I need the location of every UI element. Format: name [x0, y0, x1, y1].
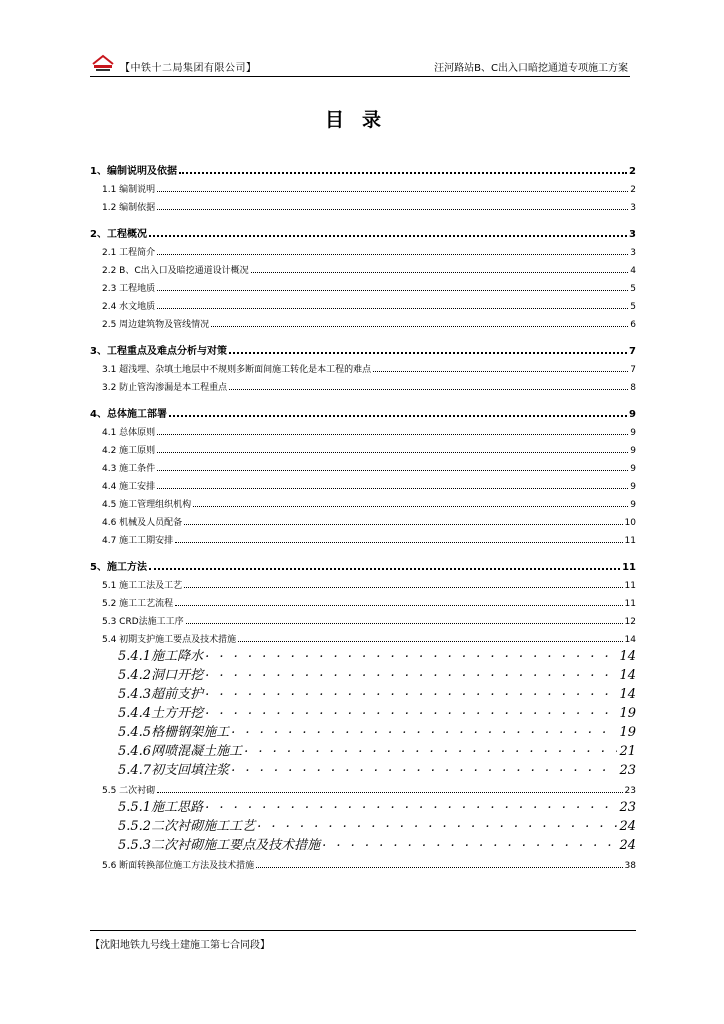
toc-leader-dots	[373, 371, 628, 372]
toc-leader-dots	[251, 272, 629, 273]
toc-entry-page: 7	[630, 365, 636, 375]
toc-entry[interactable]	[90, 664, 636, 683]
toc-entry[interactable]	[90, 702, 636, 721]
toc-entry[interactable]	[90, 474, 636, 492]
toc-entry[interactable]	[90, 609, 636, 627]
toc-entry[interactable]	[90, 492, 636, 510]
toc-leader-dots	[157, 209, 628, 210]
toc-entry-page: 3	[629, 229, 636, 240]
toc-entry-label: 2.1 工程简介	[102, 248, 156, 258]
toc-entry[interactable]	[90, 853, 636, 871]
toc-entry[interactable]	[90, 294, 636, 312]
toc-entry[interactable]	[90, 550, 636, 573]
toc-entry-label: 5.4.7初支回填注浆	[118, 763, 230, 778]
toc-entry-label: 2.4 水文地质	[102, 302, 156, 312]
toc-entry-page: 23	[619, 800, 636, 815]
toc-entry-label: 4.3 施工条件	[102, 464, 156, 474]
page-footer	[90, 930, 636, 951]
toc-leader-dots	[193, 506, 628, 507]
footer-project: 【沈阳地铁九号线土建施工第七合同段】	[90, 940, 270, 951]
table-of-contents	[90, 150, 636, 871]
page-header	[90, 54, 630, 77]
toc-entry-label: 5.4.4土方开挖	[118, 706, 204, 721]
toc-entry-page: 11	[624, 581, 636, 591]
toc-entry[interactable]	[90, 276, 636, 294]
toc-entry-label: 5.3 CRD法施工工序	[102, 617, 184, 627]
toc-leader-dots	[205, 797, 617, 812]
toc-entry-label: 3、工程重点及难点分析与对策	[90, 346, 227, 357]
toc-entry-label: 2、工程概况	[90, 229, 147, 240]
toc-entry-page: 23	[624, 786, 636, 796]
toc-entry[interactable]	[90, 740, 636, 759]
toc-entry-page: 3	[630, 203, 636, 213]
toc-entry-label: 5.5 二次衬砌	[102, 786, 156, 796]
toc-entry-page: 8	[630, 383, 636, 393]
toc-entry-page: 2	[629, 166, 636, 177]
toc-leader-dots	[157, 290, 628, 291]
toc-leader-dots	[205, 646, 617, 661]
toc-entry-label: 5.2 施工工艺流程	[102, 599, 174, 609]
toc-entry[interactable]	[90, 375, 636, 393]
toc-entry[interactable]	[90, 357, 636, 375]
toc-leader-dots	[231, 722, 617, 737]
toc-entry-label: 2.2 B、C出入口及暗挖通道设计概况	[102, 266, 249, 276]
toc-entry[interactable]	[90, 334, 636, 357]
toc-entry[interactable]	[90, 759, 636, 778]
toc-leader-dots	[229, 389, 628, 390]
toc-entry[interactable]	[90, 217, 636, 240]
toc-entry-page: 14	[619, 687, 636, 702]
toc-entry-label: 2.3 工程地质	[102, 284, 156, 294]
header-doc-title: 汪河路站B、C出入口暗挖通道专项施工方案	[434, 63, 628, 74]
toc-entry[interactable]	[90, 456, 636, 474]
toc-entry-page: 11	[624, 599, 636, 609]
toc-entry-label: 5.6 断面转换部位施工方法及技术措施	[102, 861, 255, 871]
toc-entry-page: 19	[619, 725, 636, 740]
toc-leader-dots	[211, 326, 628, 327]
toc-leader-dots	[229, 352, 627, 354]
toc-entry-label: 5、施工方法	[90, 562, 147, 573]
toc-entry[interactable]	[90, 528, 636, 546]
toc-leader-dots	[149, 235, 627, 237]
toc-entry-label: 5.5.3二次衬砌施工要点及技术措施	[118, 838, 321, 853]
toc-entry-label: 4.4 施工安排	[102, 482, 156, 492]
toc-leader-dots	[157, 470, 628, 471]
toc-entry-page: 14	[624, 635, 636, 645]
toc-leader-dots	[157, 191, 628, 192]
toc-entry[interactable]	[90, 510, 636, 528]
toc-entry-label: 5.4.3超前支护	[118, 687, 204, 702]
toc-leader-dots	[244, 741, 617, 756]
toc-entry[interactable]	[90, 778, 636, 796]
toc-leader-dots	[186, 623, 623, 624]
toc-entry[interactable]	[90, 258, 636, 276]
toc-entry-label: 1.1 编制说明	[102, 185, 156, 195]
toc-entry-page: 6	[630, 320, 636, 330]
toc-entry-page: 23	[619, 763, 636, 778]
toc-entry-page: 19	[619, 706, 636, 721]
toc-entry-label: 3.1 超浅埋、杂填土地层中不规则多断面间施工转化是本工程的难点	[102, 365, 372, 375]
toc-entry[interactable]	[90, 834, 636, 853]
toc-entry[interactable]	[90, 721, 636, 740]
toc-leader-dots	[322, 835, 617, 850]
toc-entry-page: 38	[624, 861, 636, 871]
toc-entry-label: 4.6 机械及人员配备	[102, 518, 183, 528]
toc-entry-page: 14	[619, 649, 636, 664]
toc-entry-label: 1.2 编制依据	[102, 203, 156, 213]
toc-leader-dots	[238, 641, 622, 642]
toc-entry-page: 9	[630, 500, 636, 510]
company-logo-icon	[90, 54, 116, 74]
toc-leader-dots	[184, 524, 622, 525]
toc-entry-page: 2	[630, 185, 636, 195]
toc-leader-dots	[157, 452, 628, 453]
toc-leader-dots	[149, 568, 620, 570]
toc-entry[interactable]	[90, 438, 636, 456]
toc-leader-dots	[157, 488, 628, 489]
toc-entry-page: 21	[619, 744, 636, 759]
header-company: 【中铁十二局集团有限公司】	[120, 63, 257, 74]
toc-entry-page: 3	[630, 248, 636, 258]
toc-entry-page: 4	[630, 266, 636, 276]
toc-entry[interactable]	[90, 195, 636, 213]
toc-leader-dots	[257, 816, 617, 831]
toc-entry-label: 4、总体施工部署	[90, 409, 167, 420]
toc-leader-dots	[157, 792, 622, 793]
toc-leader-dots	[205, 703, 617, 718]
toc-entry-page: 5	[630, 302, 636, 312]
toc-entry-label: 5.4.1施工降水	[118, 649, 204, 664]
toc-leader-dots	[205, 665, 617, 680]
toc-entry[interactable]	[90, 683, 636, 702]
toc-entry[interactable]	[90, 815, 636, 834]
toc-entry-label: 2.5 周边建筑物及管线情况	[102, 320, 210, 330]
toc-entry-page: 24	[619, 819, 636, 834]
toc-entry[interactable]	[90, 796, 636, 815]
toc-entry[interactable]	[90, 591, 636, 609]
toc-entry-label: 3.2 防止管沟渗漏是本工程重点	[102, 383, 228, 393]
toc-entry[interactable]	[90, 397, 636, 420]
toc-leader-dots	[231, 760, 617, 775]
toc-leader-dots	[175, 605, 622, 606]
toc-leader-dots	[205, 684, 617, 699]
toc-entry-label: 4.5 施工管理组织机构	[102, 500, 192, 510]
toc-entry-label: 5.5.2二次衬砌施工工艺	[118, 819, 256, 834]
toc-entry-page: 9	[630, 464, 636, 474]
toc-entry-label: 4.1 总体原则	[102, 428, 156, 438]
toc-leader-dots	[169, 415, 627, 417]
toc-entry-label: 4.2 施工原则	[102, 446, 156, 456]
toc-leader-dots	[157, 308, 628, 309]
toc-entry[interactable]	[90, 645, 636, 664]
page-title: 目录	[324, 109, 399, 131]
toc-entry-label: 5.1 施工工法及工艺	[102, 581, 183, 591]
toc-entry-page: 11	[624, 536, 636, 546]
toc-entry-page: 24	[619, 838, 636, 853]
toc-entry[interactable]	[90, 312, 636, 330]
toc-entry-label: 5.4.5格栅钢架施工	[118, 725, 230, 740]
toc-leader-dots	[157, 434, 628, 435]
toc-entry-page: 10	[624, 518, 636, 528]
toc-entry[interactable]	[90, 154, 636, 177]
toc-leader-dots	[256, 867, 622, 868]
toc-entry-label: 5.4.6网喷混凝土施工	[118, 744, 243, 759]
toc-entry-label: 5.4 初期支护施工要点及技术措施	[102, 635, 237, 645]
toc-entry-page: 14	[619, 668, 636, 683]
toc-leader-dots	[179, 172, 627, 174]
toc-entry-page: 5	[630, 284, 636, 294]
toc-entry-label: 5.4.2洞口开挖	[118, 668, 204, 683]
toc-entry-page: 9	[630, 428, 636, 438]
toc-entry[interactable]	[90, 573, 636, 591]
toc-entry[interactable]	[90, 177, 636, 195]
toc-entry-page: 7	[629, 346, 636, 357]
toc-entry-page: 11	[622, 562, 636, 573]
toc-leader-dots	[175, 542, 622, 543]
toc-entry-page: 12	[624, 617, 636, 627]
toc-entry[interactable]	[90, 240, 636, 258]
toc-leader-dots	[157, 254, 628, 255]
toc-entry-label: 1、编制说明及依据	[90, 166, 177, 177]
toc-entry-label: 5.5.1施工思路	[118, 800, 204, 815]
toc-entry[interactable]	[90, 420, 636, 438]
toc-leader-dots	[184, 587, 622, 588]
toc-entry-page: 9	[630, 446, 636, 456]
toc-entry[interactable]	[90, 627, 636, 645]
toc-entry-page: 9	[629, 409, 636, 420]
toc-entry-label: 4.7 施工工期安排	[102, 536, 174, 546]
toc-entry-page: 9	[630, 482, 636, 492]
